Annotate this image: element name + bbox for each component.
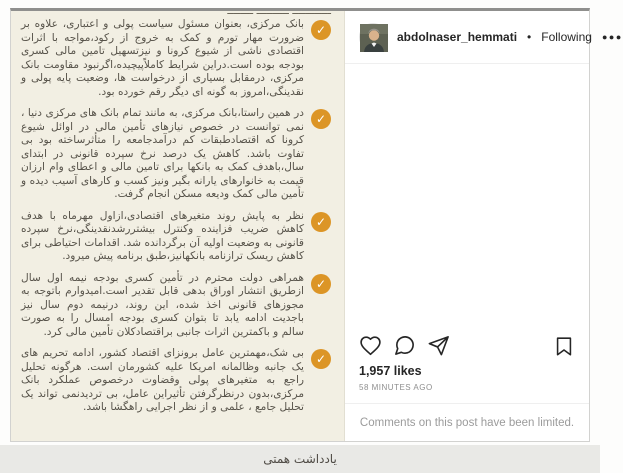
share-icon[interactable] bbox=[427, 334, 450, 357]
avatar[interactable] bbox=[359, 23, 387, 51]
note-paragraph-text: بی شک،مهمترین عامل برونزای اقتصاد کشور، ادامه تحریم های یک جانبه وظالمانه امریکا علیه کشورمان است. هرگونه تحلیل راجع به متغیرهای پولی وقضاوت درخصوص عملکرد بانک مرکزی،بدون درنظرگرفتن تأثیراین عامل، بی تردیدنمی تواند یک تحلیل جامع ، علمی و از نظر اجرایی راهگشا باشد. bbox=[21, 347, 304, 413]
like-icon[interactable] bbox=[359, 334, 382, 357]
action-bar bbox=[345, 324, 589, 362]
note-paragraph bbox=[21, 107, 331, 202]
clipped-text-line: ــــــــــــ ــــــــــ ــــــــ bbox=[227, 4, 331, 17]
check-bullet-icon: ✓ bbox=[311, 349, 331, 369]
note-paragraph bbox=[21, 18, 331, 99]
note-paragraph-text: در همین راستا،بانک مرکزی، به مانند تمام بانک های مرکزی دنیا ، نمی توانست در خصوص نیازهای تأمین مالی در اوائل شیوع کرونا که اقتصادطبقات کم درآمدجامعه را متأثرساخته بود بی تفاوت باشد. کاهش یک درصد نرخ سپرده قانونی در ابتدای سال،باهدف کمک به بانکها برای تامین مالی و اعطای وام ارزان قیمت به خانوارهای یارانه بگیر ونیز کسب و کارهای آسیب دیده و تأمین مالی کمک ودیعه مسکن انجام گرفت. bbox=[21, 107, 304, 200]
more-options-icon[interactable]: ●●● bbox=[601, 32, 623, 42]
panel-spacer bbox=[345, 64, 589, 324]
note-paragraph bbox=[21, 347, 331, 415]
following-button[interactable]: Following bbox=[541, 30, 592, 44]
check-bullet-icon: ✓ bbox=[311, 20, 331, 40]
post-image bbox=[11, 4, 345, 441]
check-bullet-icon: ✓ bbox=[311, 274, 331, 294]
note-paragraph bbox=[21, 210, 331, 264]
bookmark-icon[interactable] bbox=[553, 335, 575, 357]
check-bullet-icon: ✓ bbox=[311, 109, 331, 129]
timestamp: 58 MINUTES AGO bbox=[359, 383, 433, 392]
check-bullet-icon: ✓ bbox=[311, 212, 331, 232]
comments-limited-notice: Comments on this post have been limited. bbox=[345, 403, 589, 441]
instagram-post bbox=[10, 4, 623, 442]
note-paragraph-text: بانک مرکزی، بعنوان مسئول سیاست پولی و اعتباری، علاوه بر ضرورت مهار تورم و کمک به خروج از رکود،مواجه با اثرات اقتصادی ناشی از شیوع کرونا و نیزتسهیل تامین مالی کسری بودجه بوده است.دراین شرایط کاملاًپیچیده،اگرنبود مقاومت بانک مرکزی، درمقابل بسیاری از درخواست ها، وضعیت پایه پولی و نقدینگی،امروز به گونه ای دیگر رقم خورده بود. bbox=[21, 18, 304, 98]
header-separator: • bbox=[527, 30, 532, 44]
post-header bbox=[345, 11, 623, 64]
image-caption-bar bbox=[0, 445, 600, 473]
note-paragraph-text: نظر به پایش روند متغیرهای اقتصادی،ازاول مهرماه با هدف کاهش ضریب فزاینده وکنترل بیشتررشدنقدینگی،نرخ سپرده قانونی به وضعیت اولیه آن برگردانده شد. اقدامات احتیاطی برای کاهش ریسک ترازنامه بانکهانیز،طبق برنامه پیش میرود. bbox=[21, 209, 304, 262]
username-link[interactable]: abdolnaser_hemmati bbox=[397, 30, 518, 44]
note-paragraph-text: همراهی دولت محترم در تأمین کسری بودجه نیمه اول سال ازطریق انتشار اوراق بدهی قابل تقدیر است.امیدوارم باتوجه به مجوزهای قانونی اخذ شده، این روند، درنیمه دوم سال نیز باجدیت ادامه یابد تا بتوان کسری بودجه امسال را به صورت سالم و باکمترین اثرات جانبی براقتصادکلان تأمین مالی کرد. bbox=[21, 271, 304, 338]
post-panel bbox=[345, 11, 623, 441]
likes-count[interactable]: 1,957 likes bbox=[359, 364, 422, 378]
image-caption-text: یادداشت همتی bbox=[263, 452, 337, 466]
comment-icon[interactable] bbox=[393, 334, 416, 357]
note-paragraph-list bbox=[21, 18, 331, 415]
note-paragraph bbox=[21, 272, 331, 340]
